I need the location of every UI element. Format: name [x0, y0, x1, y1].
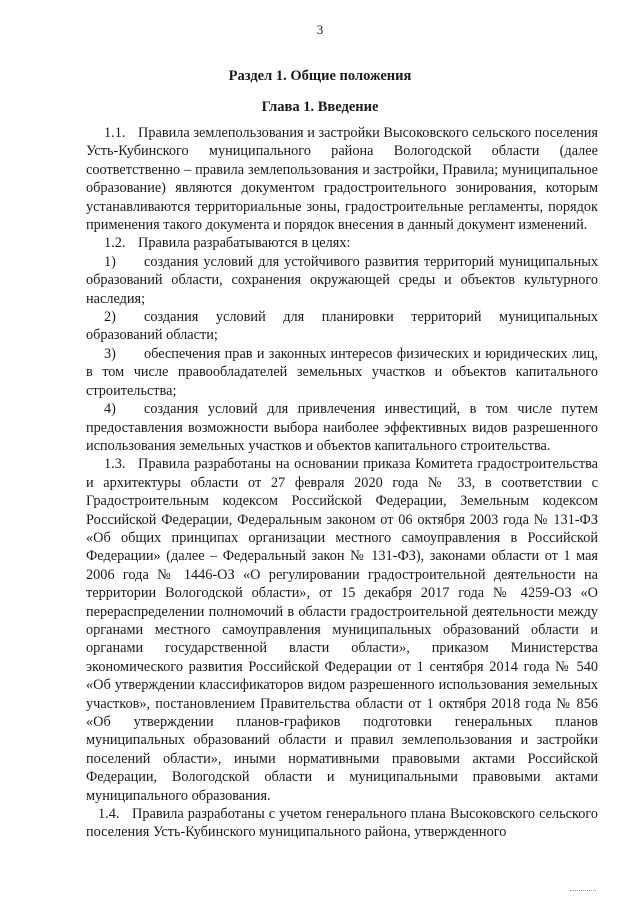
- list-item-text: создания условий для привлечения инвестиций, в том числе путем предоставления возможности выбора наиболее эффективных видов разрешенного использования земельных участков и объектов капитального строительства.: [86, 401, 598, 454]
- list-item-number: 3): [104, 345, 116, 362]
- list-item-1: [86, 253, 598, 308]
- paragraph-text: Правила разработаны с учетом генерального плана Высоковского сельского поселения Усть-Кубинского муниципального района, утвержденного: [86, 806, 598, 841]
- list-item-text: создания условий для устойчивого развития территорий муниципальных образований области, сохранения окружающей среды и объектов культурного наследия;: [86, 253, 598, 307]
- paragraph-number: 1.2.: [104, 235, 126, 252]
- page-number: 3: [316, 22, 324, 37]
- document-body: [86, 124, 598, 842]
- list-item-3: [86, 345, 598, 400]
- list-item-number: 1): [104, 253, 116, 270]
- paragraph-number: 1.3.: [104, 456, 126, 473]
- list-item-number: 4): [104, 401, 116, 418]
- list-item-2: [86, 308, 598, 345]
- scan-artifact: [570, 886, 596, 891]
- paragraph-1-4: [86, 805, 598, 842]
- list-item-text: создания условий для планировки территорий муниципальных образований области;: [86, 309, 598, 344]
- paragraph-1-1: [86, 124, 598, 234]
- list-item-4: [86, 400, 598, 455]
- paragraph-number: 1.4.: [98, 806, 120, 823]
- chapter-title: Глава 1. Введение: [261, 99, 379, 115]
- paragraph-text: Правила землепользования и застройки Высоковского сельского поселения Усть-Кубинского муниципального района Вологодской области (далее соответственно – правила землепользования и застройки, Правила; муниципальное образование) являются документом градостроительного зонирования, которым устанавливаются территориальные зоны, градостроительные регламенты, порядок применения такого документа и порядок внесения в данный документ изменений.: [86, 125, 598, 234]
- paragraph-text: Правила разработаны на основании приказа Комитета градостроительства и архитектуры области от 27 февраля 2020 года № 33, в соответствии с Градостроительным кодексом Российской Федерации, Земельным кодексом Российской Федерации, Федеральным законом от 06 октября 2003 года № 131-ФЗ «Об общих принципах организации местного самоуправления в Российской Федерации» (далее – Федеральный закон № 131-ФЗ), законами области от 1 мая 2006 года № 1446-ОЗ «О регулировании градостроительной деятельности на территории Вологодской области», от 15 декабря 2017 года № 4259-ОЗ «О перераспределении полномочий в области градостроительной деятельности между органами местного самоуправления муниципальных образований области и органами государственной власти области», приказом Министерства экономического развития Российской Федерации от 1 сентября 2014 года № 540 «Об утверждении классификаторов видом разрешенного использования земельных участков», постановлением Правительства области от 1 октября 2018 года № 856 «Об утверждении планов-графиков подготовки генеральных планов муниципальных образований области и правил землепользования и застройки поселений области», иными нормативными правовыми актами Российской Федерации, Вологодской области и муниципальными правовыми актами муниципального образования.: [86, 456, 598, 804]
- paragraph-1-3: [86, 455, 598, 805]
- list-item-number: 2): [104, 309, 116, 326]
- paragraph-1-2: [86, 234, 598, 252]
- paragraph-number: 1.1.: [104, 125, 126, 141]
- list-item-text: обеспечения прав и законных интересов физических и юридических лиц, в том числе правообладателей земельных участков и объектов капитального строительства;: [86, 345, 598, 399]
- section-title: Раздел 1. Общие положения: [228, 68, 412, 84]
- paragraph-text: Правила разрабатываются в целях:: [138, 235, 351, 252]
